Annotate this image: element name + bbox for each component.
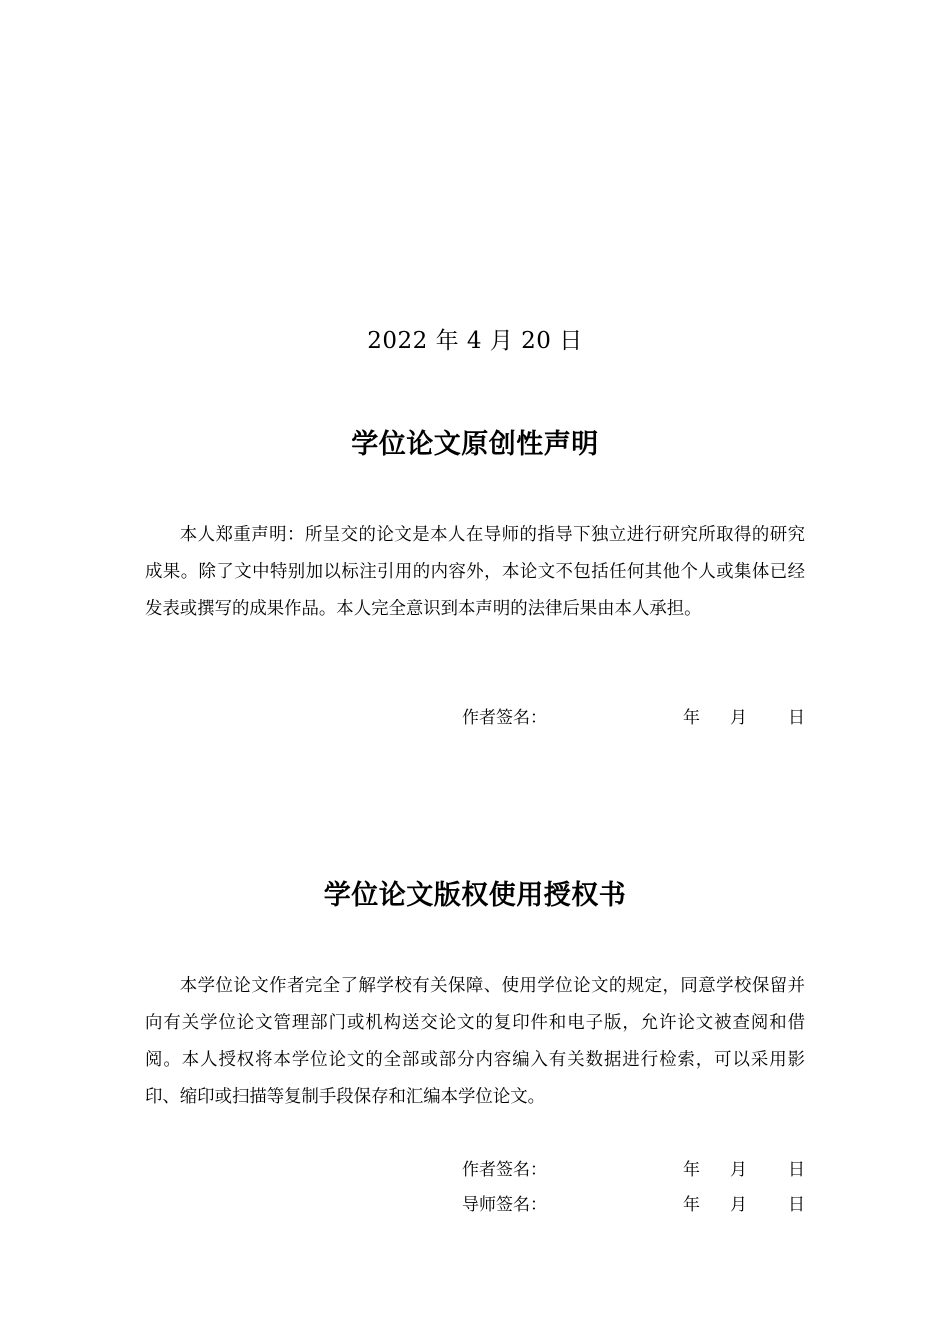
author-signature-line	[462, 1155, 807, 1185]
signature-month-label: 月	[730, 1195, 747, 1215]
originality-declaration-title: 学位论文原创性声明	[351, 429, 599, 460]
signature-day-label: 日	[788, 1195, 805, 1215]
signature-month-label: 月	[730, 708, 747, 728]
author-signature-line	[462, 703, 807, 733]
originality-declaration-paragraph: 本人郑重声明：所呈交的论文是本人在导师的指导下独立进行研究所取得的研究成果。除了文中特别加以标注引用的内容外，本论文不包括任何其他个人或集体已经发表或撰写的成果作品。本人完全意识到本声明的法律后果由本人承担。	[145, 525, 805, 619]
supervisor-signature-line	[462, 1190, 807, 1220]
signature-month-label: 月	[730, 1160, 747, 1180]
signature-year-label: 年	[683, 1160, 700, 1180]
signature-year-label: 年	[683, 708, 700, 728]
signature-day-label: 日	[788, 708, 805, 728]
signature-year-label: 年	[683, 1195, 700, 1215]
copyright-authorization-title: 学位论文版权使用授权书	[323, 880, 627, 911]
author-signature-label: 作者签名：	[462, 708, 547, 728]
supervisor-signature-label: 导师签名：	[462, 1195, 547, 1215]
author-signature-label: 作者签名：	[462, 1160, 547, 1180]
signature-day-label: 日	[788, 1160, 805, 1180]
submission-date: 2022 年 4 月 20 日	[367, 328, 583, 354]
copyright-authorization-paragraph: 本学位论文作者完全了解学校有关保障、使用学位论文的规定，同意学校保留并向有关学位论文管理部门或机构送交论文的复印件和电子版，允许论文被查阅和借阅。本人授权将本学位论文的全部或部分内容编入有关数据进行检索，可以采用影印、缩印或扫描等复制手段保存和汇编本学位论文。	[145, 976, 805, 1107]
